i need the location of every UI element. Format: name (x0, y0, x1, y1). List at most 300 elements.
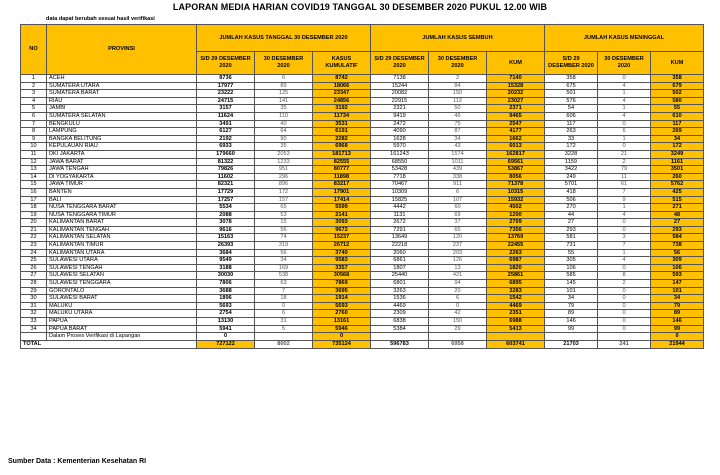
cell-meninggal-kum: 146 (651, 318, 704, 326)
cell-sembuh-tgl30: 1011 (429, 158, 487, 166)
cell-positif-sd29: 3684 (197, 249, 255, 257)
cell-sembuh-sd29: 2060 (371, 249, 429, 257)
cell-provinsi: BANTEN (47, 188, 197, 196)
cell-meninggal-kum: 260 (651, 173, 704, 181)
cell-meninggal-sd29: 585 (545, 272, 598, 280)
cell-sembuh-tgl30: 29 (429, 325, 487, 333)
cell-provinsi: PAPUA BARAT (47, 325, 197, 333)
cell-positif-kumulatif: 23347 (313, 90, 371, 98)
cell-positif-sd29: 5693 (197, 302, 255, 310)
cell-sembuh-tgl30: 6 (429, 188, 487, 196)
cell-meninggal-sd29: 117 (545, 120, 598, 128)
cell-meninggal-sd29: 675 (545, 82, 598, 90)
table-row (21, 234, 704, 242)
cell-meninggal-tgl30: 1 (598, 90, 651, 98)
cell-sembuh-tgl30 (429, 333, 487, 341)
cell-sembuh-sd29: 3263 (371, 287, 429, 295)
cell-no: 4 (21, 97, 47, 105)
cell-meninggal-kum: 610 (651, 112, 704, 120)
cell-provinsi: SULAWESI UTARA (47, 257, 197, 265)
cell-positif-kumulatif: 3740 (313, 249, 371, 257)
table-row (21, 302, 704, 310)
cell-sembuh-tgl30: 237 (429, 242, 487, 250)
cell-meninggal-kum: 99 (651, 325, 704, 333)
header-positif-kumulatif: KASUS KUMULATIF (313, 52, 371, 75)
cell-meninggal-sd29: 263 (545, 128, 598, 136)
cell-sembuh-kum: 10315 (487, 188, 545, 196)
cell-provinsi: GORONTALO (47, 287, 197, 295)
cell-meninggal-kum: 515 (651, 196, 704, 204)
cell-provinsi: DI YOGYAKARTA (47, 173, 197, 181)
cell-provinsi: BALI (47, 196, 197, 204)
cell-positif-sd29: 17977 (197, 82, 255, 90)
cell-provinsi: SULAWESI TENGAH (47, 264, 197, 272)
total-meninggal-tgl30: 241 (598, 340, 651, 348)
table-row (21, 280, 704, 288)
cell-provinsi: DKI JAKARTA (47, 150, 197, 158)
cell-positif-sd29: 179660 (197, 150, 255, 158)
table-row (21, 188, 704, 196)
cell-sembuh-kum: 6988 (487, 318, 545, 326)
cell-meninggal-tgl30: 0 (598, 75, 651, 83)
cell-meninggal-tgl30: 2 (598, 280, 651, 288)
cell-positif-sd29: 24715 (197, 97, 255, 105)
cell-meninggal-tgl30: 0 (598, 264, 651, 272)
cell-meninggal-sd29: 34 (545, 295, 598, 303)
header-meninggal-sd29: S/D 29 DESEMBER 2020 (545, 52, 598, 75)
cell-sembuh-sd29: 7291 (371, 226, 429, 234)
cell-positif-kumulatif: 6191 (313, 128, 371, 136)
cell-meninggal-sd29: 101 (545, 287, 598, 295)
cell-sembuh-kum: 1820 (487, 264, 545, 272)
table-row (21, 318, 704, 326)
cell-positif-tgl30: 169 (255, 264, 313, 272)
cell-sembuh-tgl30: 42 (429, 310, 487, 318)
cell-sembuh-tgl30: 126 (429, 257, 487, 265)
cell-sembuh-sd29: 6801 (371, 280, 429, 288)
cell-no (21, 333, 47, 341)
cell-meninggal-kum: 106 (651, 264, 704, 272)
cell-sembuh-sd29: 25440 (371, 272, 429, 280)
cell-positif-sd29: 30030 (197, 272, 255, 280)
cell-sembuh-sd29: 2672 (371, 219, 429, 227)
cell-meninggal-tgl30: 0 (598, 226, 651, 234)
cell-meninggal-kum: 172 (651, 143, 704, 151)
cell-meninggal-sd29: 33 (545, 135, 598, 143)
cell-sembuh-tgl30: 1574 (429, 150, 487, 158)
cell-positif-kumulatif: 8742 (313, 75, 371, 83)
cell-meninggal-kum: 271 (651, 204, 704, 212)
cell-meninggal-tgl30: 7 (598, 188, 651, 196)
cell-positif-kumulatif: 1914 (313, 295, 371, 303)
header-group-meninggal: JUMLAH KASUS MENINGGAL (545, 25, 704, 52)
cell-positif-tgl30: 1233 (255, 158, 313, 166)
cell-sembuh-kum: 1200 (487, 211, 545, 219)
cell-sembuh-kum (487, 333, 545, 341)
cell-provinsi: MALUKU (47, 302, 197, 310)
cell-meninggal-sd29: 5701 (545, 181, 598, 189)
cell-sembuh-kum: 25861 (487, 272, 545, 280)
header-meninggal-tgl30: 30 DESEMBER 2020 (598, 52, 651, 75)
cell-positif-sd29: 5534 (197, 204, 255, 212)
cell-no: 3 (21, 90, 47, 98)
cell-provinsi: NUSA TENGGARA TIMUR (47, 211, 197, 219)
total-positif-sd29: 727122 (197, 340, 255, 348)
cell-provinsi: RIAU (47, 97, 197, 105)
cell-no: 14 (21, 173, 47, 181)
cell-meninggal-kum: 55 (651, 105, 704, 113)
cell-sembuh-sd29: 7718 (371, 173, 429, 181)
cell-positif-tgl30: 538 (255, 272, 313, 280)
header-group-positif: JUMLAH KASUS TANGGAL 30 DESEMBER 2020 (197, 25, 371, 52)
table-row (21, 295, 704, 303)
cell-meninggal-sd29: 249 (545, 173, 598, 181)
cell-meninggal-kum: 0 (651, 333, 704, 341)
cell-no: 15 (21, 181, 47, 189)
cell-sembuh-tgl30: 46 (429, 112, 487, 120)
cell-sembuh-sd29: 70467 (371, 181, 429, 189)
cell-positif-kumulatif: 0 (313, 333, 371, 341)
cell-no: 8 (21, 128, 47, 136)
cell-sembuh-kum: 4502 (487, 204, 545, 212)
cell-meninggal-kum: 580 (651, 97, 704, 105)
cell-positif-sd29: 0 (197, 333, 255, 341)
cell-provinsi: KALIMANTAN TENGAH (47, 226, 197, 234)
cell-sembuh-tgl30: 112 (429, 97, 487, 105)
cell-sembuh-tgl30: 84 (429, 82, 487, 90)
cell-sembuh-kum: 7356 (487, 226, 545, 234)
cell-positif-tgl30: 53 (255, 211, 313, 219)
cell-positif-sd29: 3491 (197, 120, 255, 128)
table-row (21, 333, 704, 341)
cell-provinsi: SULAWESI TENGGARA (47, 280, 197, 288)
cell-positif-kumulatif: 11898 (313, 173, 371, 181)
cell-meninggal-tgl30: 0 (598, 219, 651, 227)
cell-meninggal-kum: 79 (651, 302, 704, 310)
cell-meninggal-sd29: 27 (545, 219, 598, 227)
cell-positif-kumulatif: 3531 (313, 120, 371, 128)
cell-meninggal-sd29: 506 (545, 196, 598, 204)
cell-sembuh-sd29: 6838 (371, 318, 429, 326)
cell-positif-tgl30: 15 (255, 219, 313, 227)
table-row (21, 196, 704, 204)
cell-positif-sd29: 3157 (197, 105, 255, 113)
cell-positif-tgl30: 56 (255, 249, 313, 257)
cell-sembuh-tgl30: 65 (429, 226, 487, 234)
cell-meninggal-tgl30: 0 (598, 287, 651, 295)
cell-meninggal-tgl30: 0 (598, 318, 651, 326)
cell-positif-sd29: 3688 (197, 287, 255, 295)
cell-meninggal-tgl30: 6 (598, 128, 651, 136)
cell-meninggal-tgl30: 61 (598, 181, 651, 189)
cell-meninggal-tgl30: 79 (598, 166, 651, 174)
cell-no: 32 (21, 310, 47, 318)
cell-meninggal-tgl30: 0 (598, 325, 651, 333)
table-row (21, 143, 704, 151)
cell-no: 16 (21, 188, 47, 196)
cell-positif-sd29: 6127 (197, 128, 255, 136)
table-row (21, 158, 704, 166)
cell-positif-kumulatif: 7869 (313, 280, 371, 288)
cell-meninggal-sd29: 3228 (545, 150, 598, 158)
cell-positif-sd29: 17257 (197, 196, 255, 204)
cell-meninggal-kum: 147 (651, 280, 704, 288)
cell-provinsi: KALIMANTAN SELATAN (47, 234, 197, 242)
cell-meninggal-kum: 738 (651, 242, 704, 250)
cell-meninggal-sd29: 581 (545, 234, 598, 242)
cell-sembuh-tgl30: 20 (429, 287, 487, 295)
cell-positif-kumulatif: 11734 (313, 112, 371, 120)
cell-provinsi: BENGKULU (47, 120, 197, 128)
cell-meninggal-sd29: 106 (545, 264, 598, 272)
cell-meninggal-tgl30: 1 (598, 135, 651, 143)
table-row (21, 310, 704, 318)
cell-meninggal-sd29: 305 (545, 257, 598, 265)
cell-sembuh-kum: 1662 (487, 135, 545, 143)
data-source: Sumber Data : Kementerian Kesehatan RI (8, 458, 147, 465)
cell-provinsi: BANGKA BELITUNG (47, 135, 197, 143)
report-title: LAPORAN MEDIA HARIAN COVID19 TANGGAL 30 DESEMBER 2020 PUKUL 12.00 WIB (172, 2, 548, 12)
cell-positif-kumulatif: 5946 (313, 325, 371, 333)
cell-meninggal-sd29 (545, 333, 598, 341)
cell-sembuh-sd29: 1536 (371, 295, 429, 303)
cell-sembuh-tgl30: 2 (429, 75, 487, 83)
total-label: TOTAL (21, 340, 197, 348)
total-sembuh-kum: 603741 (487, 340, 545, 348)
cell-positif-tgl30: 296 (255, 173, 313, 181)
header-provinsi: PROVINSI (47, 25, 197, 75)
cell-positif-tgl30: 56 (255, 226, 313, 234)
table-row (21, 181, 704, 189)
cell-sembuh-sd29: 1131 (371, 211, 429, 219)
cell-meninggal-sd29: 418 (545, 188, 598, 196)
cell-positif-sd29: 8736 (197, 75, 255, 83)
cell-sembuh-sd29: 2309 (371, 310, 429, 318)
cell-sembuh-tgl30: 439 (429, 166, 487, 174)
cell-meninggal-kum: 584 (651, 234, 704, 242)
cell-meninggal-kum: 56 (651, 249, 704, 257)
cell-positif-kumulatif: 181713 (313, 150, 371, 158)
cell-no: 28 (21, 280, 47, 288)
cell-positif-kumulatif: 15237 (313, 234, 371, 242)
cell-meninggal-sd29: 270 (545, 204, 598, 212)
cell-positif-sd29: 11624 (197, 112, 255, 120)
cell-positif-kumulatif: 3093 (313, 219, 371, 227)
cell-positif-sd29: 17729 (197, 188, 255, 196)
table-row (21, 112, 704, 120)
cell-provinsi: PAPUA (47, 318, 197, 326)
cell-sembuh-tgl30: 37 (429, 219, 487, 227)
cell-meninggal-tgl30: 0 (598, 302, 651, 310)
cell-positif-kumulatif: 2141 (313, 211, 371, 219)
cell-no: 33 (21, 318, 47, 326)
cell-provinsi: SUMATERA SELATAN (47, 112, 197, 120)
cell-sembuh-kum: 20232 (487, 90, 545, 98)
cell-meninggal-tgl30: 1 (598, 105, 651, 113)
cell-sembuh-kum: 3283 (487, 287, 545, 295)
cell-sembuh-kum: 6895 (487, 280, 545, 288)
cell-meninggal-tgl30: 0 (598, 143, 651, 151)
cell-provinsi: Dalam Proses Verifikasi di Lapangan (47, 333, 197, 341)
cell-positif-sd29: 82321 (197, 181, 255, 189)
cell-positif-kumulatif: 9583 (313, 257, 371, 265)
cell-positif-kumulatif: 17414 (313, 196, 371, 204)
cell-positif-tgl30: 110 (255, 112, 313, 120)
cell-no: 34 (21, 325, 47, 333)
cell-no: 13 (21, 166, 47, 174)
cell-meninggal-sd29: 293 (545, 226, 598, 234)
cell-positif-kumulatif: 13161 (313, 318, 371, 326)
cell-positif-kumulatif: 5693 (313, 302, 371, 310)
cell-positif-kumulatif: 17901 (313, 188, 371, 196)
total-positif-kumulatif: 735124 (313, 340, 371, 348)
total-sembuh-sd29: 596783 (371, 340, 429, 348)
cell-no: 25 (21, 257, 47, 265)
cell-positif-tgl30: 89 (255, 82, 313, 90)
cell-sembuh-tgl30: 69 (429, 211, 487, 219)
cell-sembuh-sd29: 4469 (371, 302, 429, 310)
cell-meninggal-kum: 34 (651, 135, 704, 143)
cell-sembuh-sd29: 1628 (371, 135, 429, 143)
table-row (21, 166, 704, 174)
cell-sembuh-kum: 23027 (487, 97, 545, 105)
cell-positif-tgl30: 65 (255, 204, 313, 212)
cell-sembuh-sd29: 10309 (371, 188, 429, 196)
cell-positif-sd29: 6933 (197, 143, 255, 151)
header-positif-sd29: S/D 29 DESEMBER 2020 (197, 52, 255, 75)
cell-meninggal-kum: 358 (651, 75, 704, 83)
cell-no: 10 (21, 143, 47, 151)
cell-sembuh-sd29: 161243 (371, 150, 429, 158)
table-row (21, 128, 704, 136)
cell-sembuh-kum: 69561 (487, 158, 545, 166)
cell-no: 31 (21, 302, 47, 310)
table-row (21, 90, 704, 98)
cell-meninggal-tgl30: 3 (598, 234, 651, 242)
cell-sembuh-sd29: 9419 (371, 112, 429, 120)
cell-positif-sd29: 9549 (197, 257, 255, 265)
table-row (21, 97, 704, 105)
covid-report-table (20, 24, 704, 349)
cell-provinsi: SUMATERA BARAT (47, 90, 197, 98)
cell-meninggal-sd29: 576 (545, 97, 598, 105)
cell-meninggal-kum: 5762 (651, 181, 704, 189)
header-sembuh-sd29: S/D 29 DESEMBER 2020 (371, 52, 429, 75)
cell-provinsi: KALIMANTAN BARAT (47, 219, 197, 227)
cell-meninggal-tgl30 (598, 333, 651, 341)
cell-sembuh-tgl30: 338 (429, 173, 487, 181)
cell-positif-kumulatif: 5599 (313, 204, 371, 212)
cell-provinsi: KALIMANTAN TIMUR (47, 242, 197, 250)
cell-positif-tgl30: 64 (255, 128, 313, 136)
cell-provinsi: NUSA TENGGARA BARAT (47, 204, 197, 212)
cell-positif-tgl30: 951 (255, 166, 313, 174)
cell-meninggal-kum: 269 (651, 128, 704, 136)
cell-no: 29 (21, 287, 47, 295)
cell-sembuh-sd29: 5384 (371, 325, 429, 333)
cell-positif-tgl30: 0 (255, 302, 313, 310)
cell-no: 24 (21, 249, 47, 257)
cell-no: 11 (21, 150, 47, 158)
cell-meninggal-sd29: 54 (545, 105, 598, 113)
cell-positif-kumulatif: 30568 (313, 272, 371, 280)
cell-sembuh-tgl30: 911 (429, 181, 487, 189)
table-row (21, 287, 704, 295)
cell-positif-tgl30: 35 (255, 143, 313, 151)
cell-meninggal-kum: 425 (651, 188, 704, 196)
table-row (21, 219, 704, 227)
cell-meninggal-tgl30: 1 (598, 249, 651, 257)
cell-no: 7 (21, 120, 47, 128)
cell-meninggal-kum: 48 (651, 211, 704, 219)
cell-sembuh-sd29: 15825 (371, 196, 429, 204)
cell-meninggal-kum: 293 (651, 226, 704, 234)
cell-sembuh-tgl30: 0 (429, 302, 487, 310)
cell-sembuh-kum: 162817 (487, 150, 545, 158)
header-positif-tgl30: 30 DESEMBER 2020 (255, 52, 313, 75)
cell-positif-kumulatif: 26712 (313, 242, 371, 250)
cell-sembuh-sd29: 4090 (371, 128, 429, 136)
cell-positif-sd29: 1896 (197, 295, 255, 303)
cell-positif-kumulatif: 83217 (313, 181, 371, 189)
cell-meninggal-tgl30: 1 (598, 204, 651, 212)
cell-sembuh-tgl30: 13 (429, 264, 487, 272)
cell-positif-sd29: 13130 (197, 318, 255, 326)
cell-sembuh-kum: 6013 (487, 143, 545, 151)
cell-sembuh-sd29: 53428 (371, 166, 429, 174)
cell-no: 27 (21, 272, 47, 280)
cell-meninggal-tgl30: 9 (598, 196, 651, 204)
cell-sembuh-kum: 71378 (487, 181, 545, 189)
cell-no: 19 (21, 211, 47, 219)
table-row (21, 82, 704, 90)
cell-meninggal-sd29: 89 (545, 310, 598, 318)
table-row (21, 226, 704, 234)
cell-sembuh-kum: 2371 (487, 105, 545, 113)
cell-sembuh-tgl30: 34 (429, 135, 487, 143)
cell-sembuh-kum: 6987 (487, 257, 545, 265)
cell-provinsi: JAWA TENGAH (47, 166, 197, 174)
table-row (21, 135, 704, 143)
cell-provinsi: ACEH (47, 75, 197, 83)
cell-meninggal-tgl30: 8 (598, 272, 651, 280)
province-rows (21, 75, 704, 341)
cell-sembuh-tgl30: 75 (429, 120, 487, 128)
cell-sembuh-sd29 (371, 333, 429, 341)
cell-positif-tgl30: 31 (255, 318, 313, 326)
cell-no: 6 (21, 112, 47, 120)
cell-meninggal-tgl30: 2 (598, 158, 651, 166)
cell-sembuh-tgl30: 150 (429, 90, 487, 98)
cell-sembuh-kum: 2709 (487, 219, 545, 227)
cell-meninggal-kum: 89 (651, 310, 704, 318)
header-sembuh-tgl30: 30 DESEMBER 2020 (429, 52, 487, 75)
cell-meninggal-kum: 101 (651, 287, 704, 295)
verification-note: data dapat berubah sesuai hasil verifikasi (46, 16, 155, 22)
cell-sembuh-sd29: 22218 (371, 242, 429, 250)
cell-positif-tgl30: 90 (255, 135, 313, 143)
cell-meninggal-tgl30: 4 (598, 112, 651, 120)
table-row (21, 150, 704, 158)
cell-meninggal-sd29: 1159 (545, 158, 598, 166)
cell-positif-kumulatif: 9672 (313, 226, 371, 234)
cell-positif-kumulatif: 6968 (313, 143, 371, 151)
cell-sembuh-tgl30: 107 (429, 196, 487, 204)
table-row (21, 120, 704, 128)
cell-meninggal-kum: 3249 (651, 150, 704, 158)
cell-positif-sd29: 2088 (197, 211, 255, 219)
cell-positif-sd29: 23222 (197, 90, 255, 98)
